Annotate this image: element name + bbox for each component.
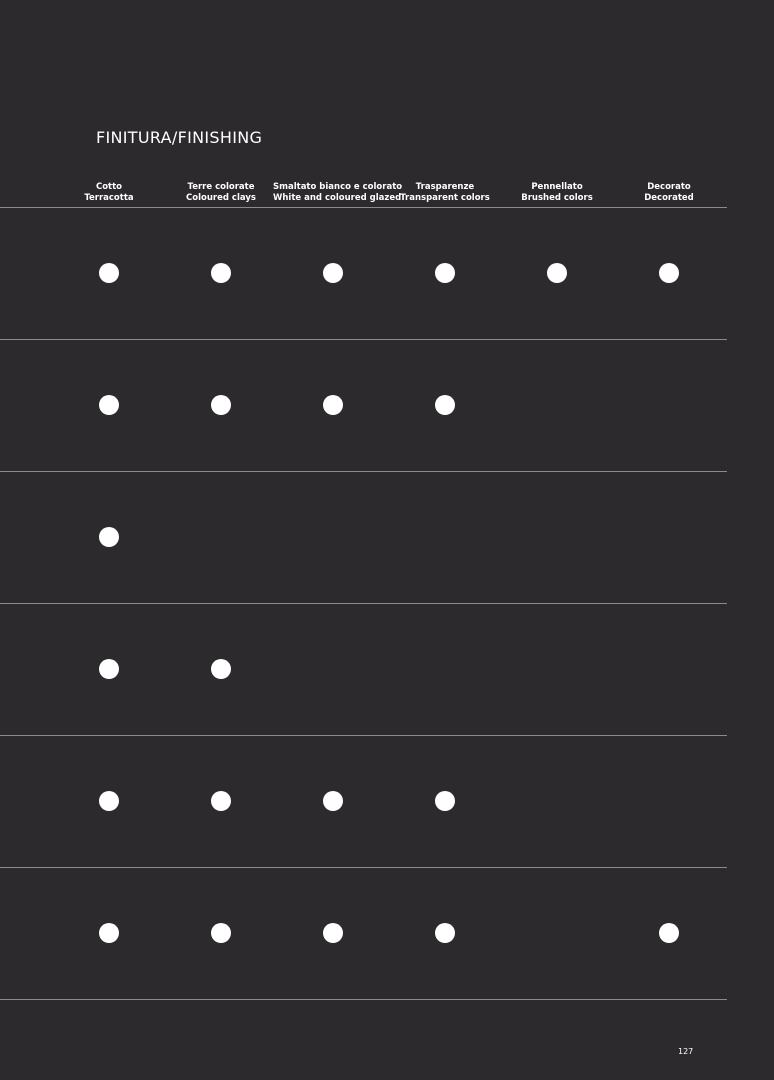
availability-dot-icon: [211, 659, 231, 679]
column-header-pennellato: [497, 182, 617, 203]
availability-dot-icon: [435, 263, 455, 283]
column-header-label-en: Brushed colors: [521, 192, 593, 203]
availability-dot-icon: [99, 263, 119, 283]
column-header-trasparenze: [385, 182, 505, 203]
column-header-decorato: [609, 182, 729, 203]
availability-dot-icon: [323, 923, 343, 943]
availability-dot-icon: [99, 395, 119, 415]
availability-dot-icon: [323, 395, 343, 415]
column-header-label-en: Coloured clays: [186, 192, 256, 203]
row-divider: [0, 999, 727, 1000]
column-header-label-en: White and coloured glazed: [273, 192, 402, 203]
column-header-label-it: Smaltato bianco e colorato: [273, 182, 403, 192]
column-header-terre-colorate: [161, 182, 281, 203]
page-title: FINITURA/FINISHING: [96, 128, 263, 147]
availability-dot-icon: [323, 263, 343, 283]
availability-dot-icon: [211, 923, 231, 943]
column-header-label-it: Decorato: [647, 182, 691, 192]
row-divider: [0, 471, 727, 472]
column-header-label-it: Trasparenze: [415, 182, 475, 192]
column-header-label-en: Decorated: [644, 192, 694, 203]
availability-dot-icon: [99, 923, 119, 943]
availability-dot-icon: [435, 923, 455, 943]
row-divider: [0, 735, 727, 736]
availability-dot-icon: [547, 263, 567, 283]
availability-dot-icon: [435, 395, 455, 415]
availability-dot-icon: [323, 791, 343, 811]
column-header-label-en: Terracotta: [84, 192, 134, 203]
availability-dot-icon: [99, 527, 119, 547]
availability-dot-icon: [659, 263, 679, 283]
column-header-label-it: Cotto: [95, 182, 123, 192]
column-header-label-en: Transparent colors: [400, 192, 490, 203]
availability-dot-icon: [435, 791, 455, 811]
row-divider: [0, 867, 727, 868]
page-number: 127: [678, 1047, 694, 1056]
column-header-cotto: [49, 182, 169, 203]
availability-dot-icon: [211, 395, 231, 415]
column-header-label-it: Pennellato: [531, 182, 583, 192]
row-divider: [0, 339, 727, 340]
availability-dot-icon: [211, 791, 231, 811]
column-header-label-it: Terre colorate: [187, 182, 255, 192]
availability-dot-icon: [659, 923, 679, 943]
availability-dot-icon: [99, 791, 119, 811]
column-header-smaltato: [273, 182, 403, 203]
header-rule: [0, 207, 727, 208]
row-divider: [0, 603, 727, 604]
availability-dot-icon: [211, 263, 231, 283]
availability-dot-icon: [99, 659, 119, 679]
